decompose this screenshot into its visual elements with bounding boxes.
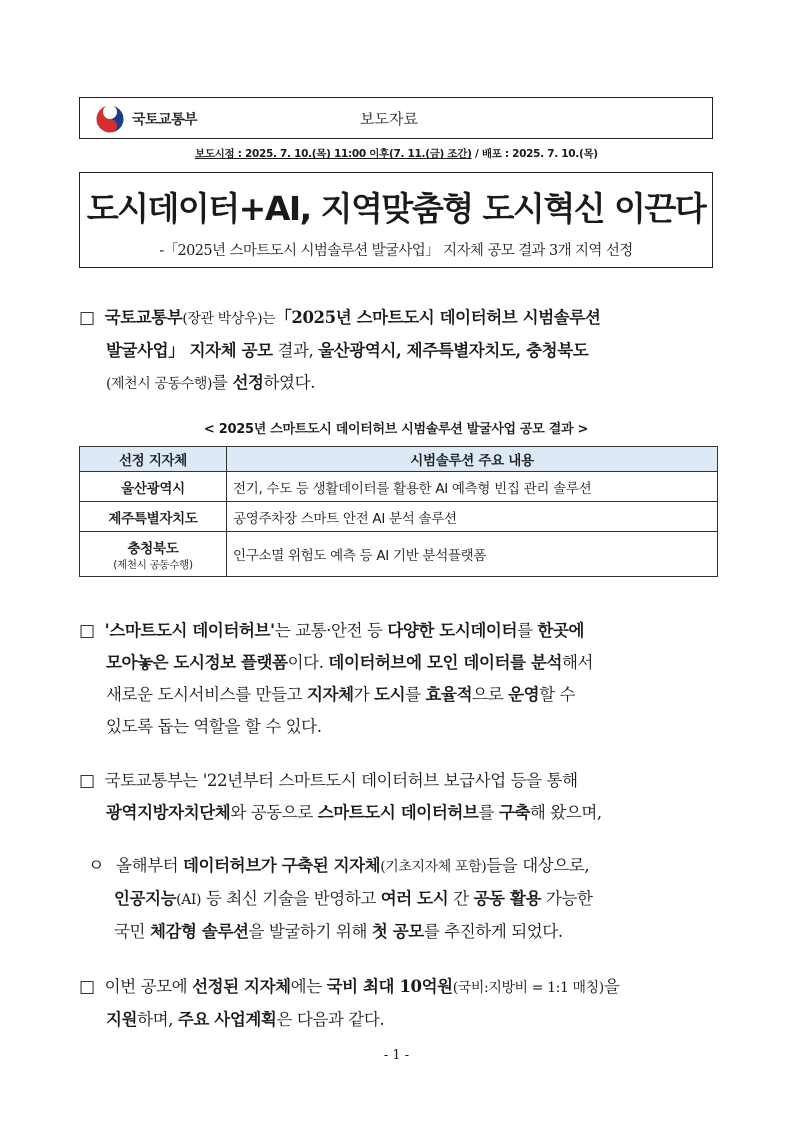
bullet: □ — [79, 771, 95, 791]
paragraph-5 — [79, 971, 619, 1036]
text: 선정 — [232, 373, 264, 392]
paragraph-1 — [79, 302, 600, 400]
bullet: □ — [79, 621, 95, 641]
press-header — [79, 97, 713, 139]
subtitle: -「2025년 스마트도시 시범솔루션 발굴사업」 지자체 공모 결과 3개 지역 선정 — [159, 243, 633, 259]
text: 은 다음과 같다. — [276, 1010, 385, 1029]
text: 하며, — [137, 1010, 178, 1029]
text: 주요 사업계획 — [177, 1010, 277, 1029]
region-note: (제천시 공동수행) — [113, 558, 193, 571]
region-cell — [80, 472, 227, 502]
text: 를 — [478, 803, 499, 822]
paragraph-3 — [79, 765, 602, 829]
text: 스마트도시 데이터허브 — [317, 803, 479, 822]
text: 해 왔으며, — [529, 803, 602, 822]
text: 는 교통·안전 등 — [274, 621, 388, 640]
logo-text: 국토교통부 — [132, 112, 198, 128]
text: 올해부터 — [116, 856, 184, 875]
text: 있도록 돕는 역할을 할 수 있다. — [106, 717, 322, 736]
column-header: 시범솔루션 주요 내용 — [227, 447, 718, 472]
table-row — [80, 472, 718, 502]
text: 첫 공모 — [371, 922, 424, 941]
text: 지자체 — [307, 685, 354, 704]
distribution-date: / 배포 : 2025. 7. 10.(목) — [471, 148, 598, 160]
table-row — [80, 532, 718, 577]
text: (국비:지방비 = 1:1 매칭) — [452, 980, 604, 996]
text: 를 — [405, 685, 426, 704]
release-info — [195, 146, 598, 161]
main-title: 도시데이터+AI, 지역맞춤형 도시혁신 이끈다 — [86, 189, 706, 228]
text: 다양한 도시데이터 — [387, 621, 518, 640]
text: 이번 공모에 — [104, 977, 193, 996]
text: 할 수 — [539, 685, 576, 704]
text: 새로운 도시서비스를 만들고 — [106, 685, 308, 704]
text: 으로 — [472, 685, 509, 704]
text: 인공지능 — [114, 889, 177, 908]
text: 국비 최대 10억원 — [326, 977, 453, 996]
text: 간 — [448, 889, 474, 908]
text: '스마트도시 데이터허브' — [104, 621, 275, 640]
text: 국토교통부 — [104, 308, 183, 327]
text: 가능한 — [541, 889, 593, 908]
text: 와 공동으로 — [230, 803, 318, 822]
text: 등 최신 기술을 반영하고 — [201, 889, 381, 908]
text: 해서 — [562, 653, 594, 672]
paragraph-4 — [88, 850, 592, 948]
text: 국민 — [114, 922, 150, 941]
text: 를 추진하게 되었다. — [423, 922, 563, 941]
text: 운영 — [508, 685, 540, 704]
region-name: 제주특별자치도 — [108, 510, 198, 527]
text: 발굴사업」 지자체 공모 — [106, 341, 273, 360]
ministry-logo — [94, 104, 197, 134]
description-cell: 공영주차장 스마트 안전 AI 분석 솔루션 — [227, 502, 718, 532]
text: 울산광역시, 제주특별자치도, 충청북도 — [318, 341, 589, 360]
text: 지원 — [106, 1010, 138, 1029]
taegeuk-logo-icon — [94, 103, 126, 135]
embargo-time: 보도시점 : 2025. 7. 10.(목) 11:00 이후(7. 11.(금) 조간) — [195, 148, 472, 160]
text: 모아놓은 도시정보 플랫폼 — [106, 653, 288, 672]
text: 효율적 — [425, 685, 473, 704]
text: 이다. — [287, 653, 329, 672]
table-header-row — [80, 447, 718, 472]
text: 체감형 솔루션 — [149, 922, 249, 941]
table-row — [80, 502, 718, 532]
text: (제천시 공동수행) — [106, 376, 213, 392]
description-cell: 인구소멸 위험도 예측 등 AI 기반 분석플랫폼 — [227, 532, 718, 577]
text: 하였다. — [263, 373, 315, 392]
text: 데이터허브가 구축된 지자체 — [183, 856, 381, 875]
description-cell: 전기, 수도 등 생활데이터를 활용한 AI 예측형 빈집 관리 솔루션 — [227, 472, 718, 502]
text: (기초지자체 포함) — [380, 859, 487, 875]
text: 을 — [603, 977, 620, 996]
text: 에는 — [290, 977, 327, 996]
text: 를 — [212, 373, 233, 392]
text: 을 발굴하기 위해 — [248, 922, 372, 941]
page-number: - 1 - — [383, 1048, 410, 1063]
text: 「2025년 스마트도시 데이터허브 시범솔루션 — [275, 308, 601, 327]
text: 공동 활용 — [473, 889, 542, 908]
text: (AI) — [176, 892, 202, 908]
region-name: 충청북도 — [127, 540, 179, 557]
sub-bullet: ㅇ — [88, 856, 105, 876]
text: 광역지방자치단체 — [106, 803, 231, 822]
text: 도시 — [374, 685, 406, 704]
column-header: 선정 지자체 — [80, 447, 227, 472]
text: 한곳에 — [537, 621, 585, 640]
text: 국토교통부는 '22년부터 스마트도시 데이터허브 보급사업 등을 통해 — [104, 771, 578, 790]
text: (장관 박상우)는 — [182, 311, 276, 327]
headline-box — [79, 172, 713, 268]
document-type: 보도자료 — [360, 110, 418, 128]
text: 들을 대상으로, — [486, 856, 590, 875]
bullet: □ — [79, 308, 95, 328]
region-name: 울산광역시 — [121, 480, 185, 497]
text: 여러 도시 — [380, 889, 449, 908]
table-caption: < 2025년 스마트도시 데이터허브 시범솔루션 발굴사업 공모 결과 > — [203, 422, 589, 437]
text: 선정된 지자체 — [192, 977, 291, 996]
bullet: □ — [79, 977, 95, 997]
paragraph-2 — [79, 615, 593, 743]
text: 결과, — [272, 341, 319, 360]
text: 데이터허브에 모인 데이터를 분석 — [328, 653, 562, 672]
text: 가 — [353, 685, 375, 704]
text: 를 — [517, 621, 538, 640]
text: 구축 — [498, 803, 530, 822]
region-cell — [80, 502, 227, 532]
results-table — [79, 446, 718, 577]
region-cell — [80, 532, 227, 577]
